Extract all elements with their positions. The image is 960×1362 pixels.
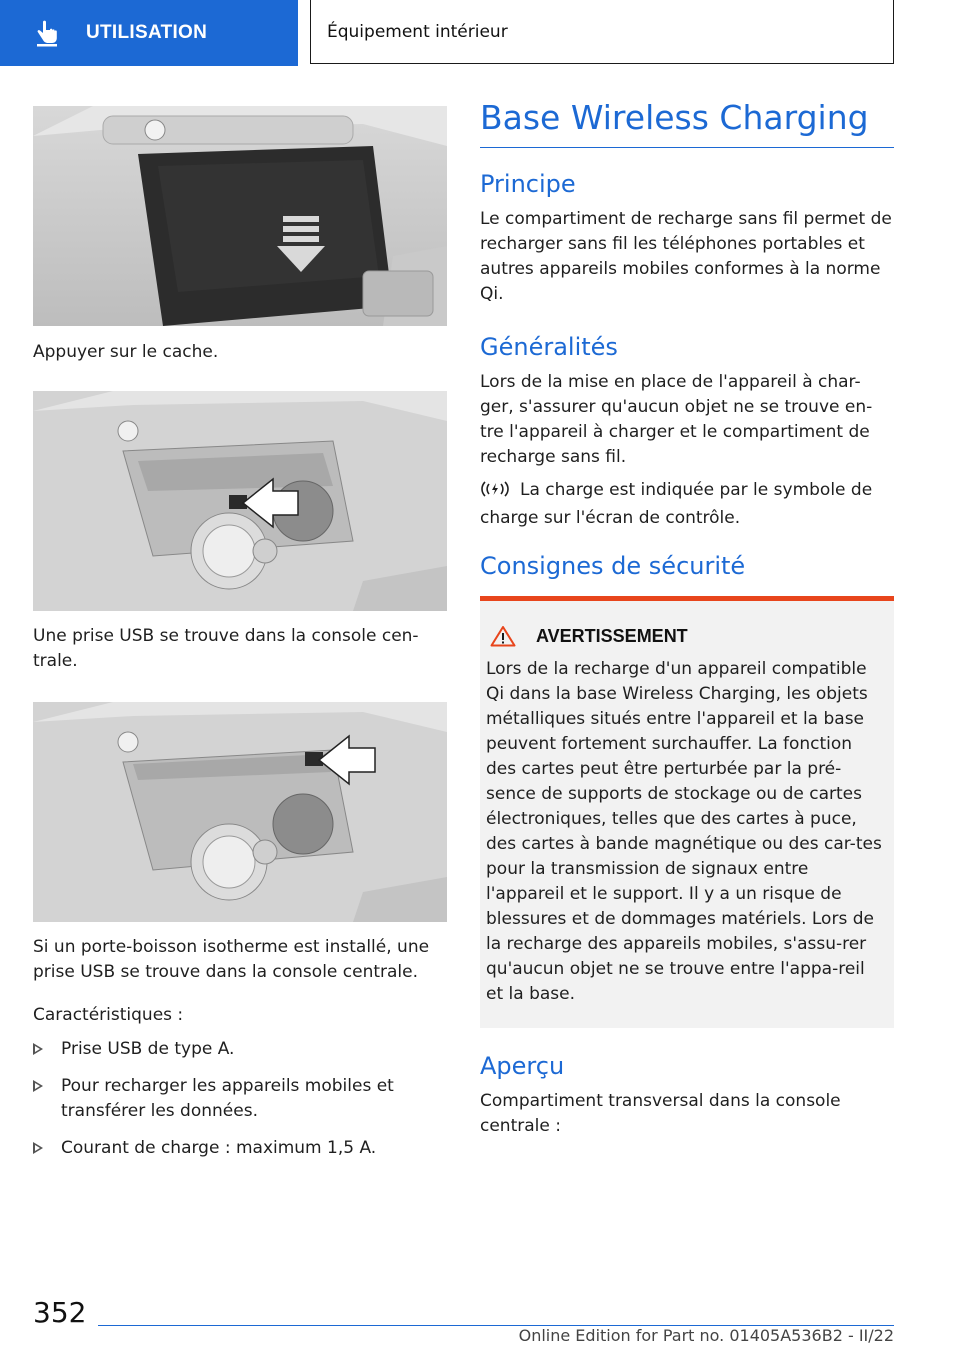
specs-list — [33, 1037, 447, 1173]
photo-usb-cupholder — [33, 702, 447, 922]
hand-pointer-icon — [30, 16, 64, 50]
caption-press-cover: Appuyer sur le cache. — [33, 342, 219, 362]
specs-label: Caractéristiques : — [33, 1005, 184, 1025]
apercu-text: Compartiment transversal dans la console centrale : — [480, 1091, 841, 1136]
heading-securite: Consignes de sécurité — [480, 552, 746, 580]
header-section-tab — [0, 0, 298, 66]
wireless-charge-icon — [480, 480, 510, 506]
heading-apercu: Aperçu — [480, 1052, 565, 1080]
caption-usb-console: Une prise USB se trouve dans la console cen-trale. — [33, 626, 419, 671]
page-number: 352 — [33, 1296, 87, 1329]
page-title: Base Wireless Charging — [480, 98, 894, 148]
warning-title: AVERTISSEMENT — [536, 625, 688, 646]
heading-generalites: Généralités — [480, 333, 618, 361]
bullet-triangle-icon — [33, 1080, 43, 1092]
heading-principe: Principe — [480, 170, 576, 198]
caption-usb-cupholder: Si un porte-boisson isotherme est installé, une prise USB se trouve dans la console centrale. — [33, 937, 430, 982]
bullet-triangle-icon — [33, 1142, 43, 1154]
warning-header — [490, 625, 688, 647]
photo-charging-cover — [33, 106, 447, 326]
generalites-text: Lors de la mise en place de l'appareil à char-ger, s'assurer qu'aucun objet ne se trouve en-tre l'appareil à charger et le compartiment de recharge sans fil. — [480, 372, 873, 467]
chapter-box — [310, 0, 894, 64]
list-item: Prise USB de type A. — [33, 1037, 447, 1062]
charge-symbol-paragraph: La charge est indiquée par le symbole de charge sur l'écran de contrôle. — [480, 480, 873, 528]
list-item: Courant de charge : maximum 1,5 A. — [33, 1136, 447, 1161]
section-title: UTILISATION — [86, 22, 208, 43]
warning-triangle-icon — [490, 625, 516, 647]
warning-text: Lors de la recharge d'un appareil compatible Qi dans la base Wireless Charging, les objets métalliques situés entre l'appareil et la base peuvent fortement surchauffer. La fonction des cartes peut être perturbée par la pré-sence de supports de stockage ou de cartes électroniques, telles que des cartes à puce, des cartes à bande magnétique ou des car-tes pour la transmission de signaux entre l'appareil et le support. Il y a un risque de blessures et de dommages matériels. Lors de la recharge des appareils mobiles, s'assu-rer qu'aucun objet ne se trouve entre l'appa-reil et la base. — [486, 659, 882, 1004]
footer-edition: Online Edition for Part no. 01405A536B2 - II/22 — [518, 1326, 894, 1345]
warning-box — [480, 596, 894, 1028]
chapter-title: Équipement intérieur — [327, 21, 508, 42]
list-item: Pour recharger les appareils mobiles et transférer les données. — [33, 1074, 447, 1124]
photo-usb-socket — [33, 391, 447, 611]
bullet-triangle-icon — [33, 1043, 43, 1055]
principe-text: Le compartiment de recharge sans fil permet de recharger sans fil les téléphones portables et autres appareils mobiles conformes à la norme Qi. — [480, 209, 892, 304]
